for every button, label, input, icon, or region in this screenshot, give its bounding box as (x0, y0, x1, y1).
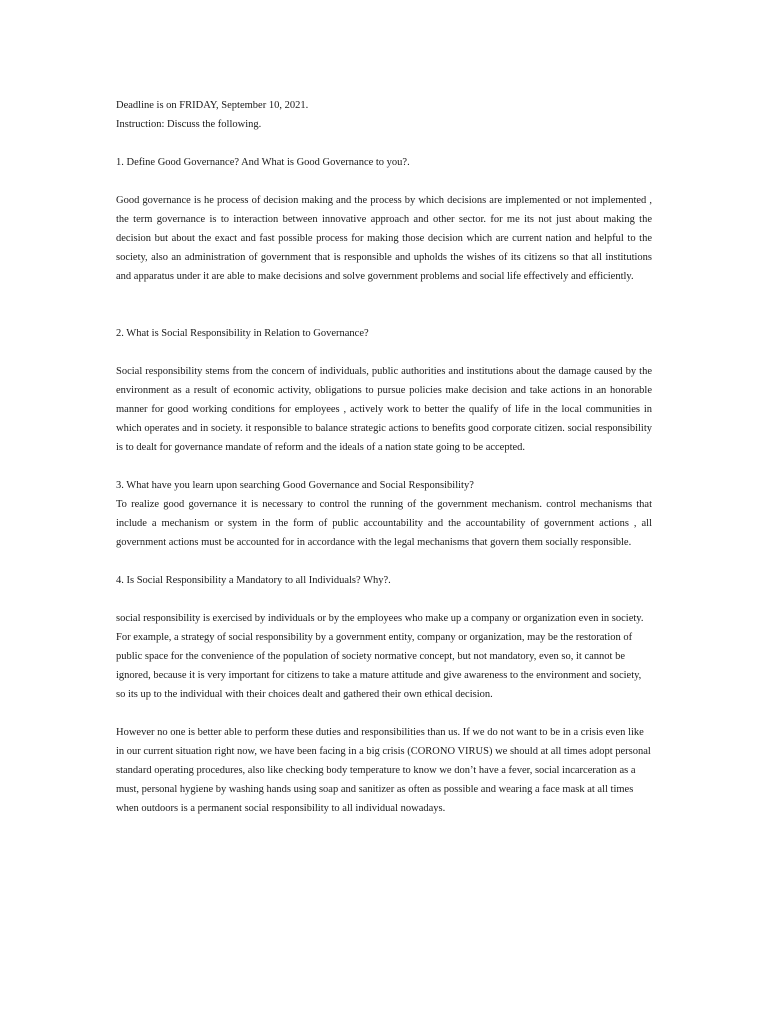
answer-4-paragraph-1: social responsibility is exercised by individuals or by the employees who make up a company or organization even in society. For example, a strategy of social responsibility by a government entity, company or organization, may be the restoration of public space for the convenience of the population of society normative concept, but not mandatory, even so, it cannot be ignored, because it is very important for citizens to take a mature attitude and give awareness to the environment and society, so its up to the individual with their choices dealt and gathered their own ethical decision. (116, 613, 644, 700)
answer-1: Good governance is he process of decision making and the process by which decisions are implemented or not implemented , the term governance is to interaction between innovative approach and other sector. for me its not just about making the decision but about the exact and fast possible process for making those decision which are current nation and helpful to the society, also an administration of government that is responsible and upholds the wishes of its citizens so that all institutions and apparatus under it are able to make decisions and solve government problems and social life effectively and efficiently. (116, 195, 652, 282)
question-1: 1. Define Good Governance? And What is Good Governance to you?. (116, 157, 410, 168)
question-3: 3. What have you learn upon searching Good Governance and Social Responsibility? (116, 480, 474, 491)
answer-2: Social responsibility stems from the concern of individuals, public authorities and institutions about the damage caused by the environment as a result of economic activity, obligations to pursue policies make decision and take actions in an honorable manner for good working conditions for employees , actively work to better the qualify of life in the local communities in which operates and in society. it responsible to balance strategic actions to benefits good corporate citizen. social responsibility is to dealt for governance mandate of reform and the ideals of a nation state going to be accepted. (116, 366, 652, 453)
deadline-line: Deadline is on FRIDAY, September 10, 2021. (116, 100, 309, 111)
answer-3: To realize good governance it is necessary to control the running of the government mechanism. control mechanisms that include a mechanism or system in the form of public accountability and the accountability of government actions , all government actions must be accounted for in accordance with the legal mechanisms that govern them socially responsible. (116, 499, 652, 548)
question-4: 4. Is Social Responsibility a Mandatory to all Individuals? Why?. (116, 575, 391, 586)
answer-4-paragraph-2: However no one is better able to perform these duties and responsibilities than us. If we do not want to be in a crisis even like in our current situation right now, we have been facing in a big crisis (CORONO VIRUS) we should at all times adopt personal standard operating procedures, also like checking body temperature to know we don’t have a fever, social incarceration as a must, personal hygiene by washing hands using soap and sanitizer as often as possible and wearing a face mask at all times when outdoors is a permanent social responsibility to all individual nowadays. (116, 727, 651, 814)
instruction-line: Instruction: Discuss the following. (116, 119, 262, 130)
document-page (116, 96, 652, 818)
question-2: 2. What is Social Responsibility in Relation to Governance? (116, 328, 369, 339)
